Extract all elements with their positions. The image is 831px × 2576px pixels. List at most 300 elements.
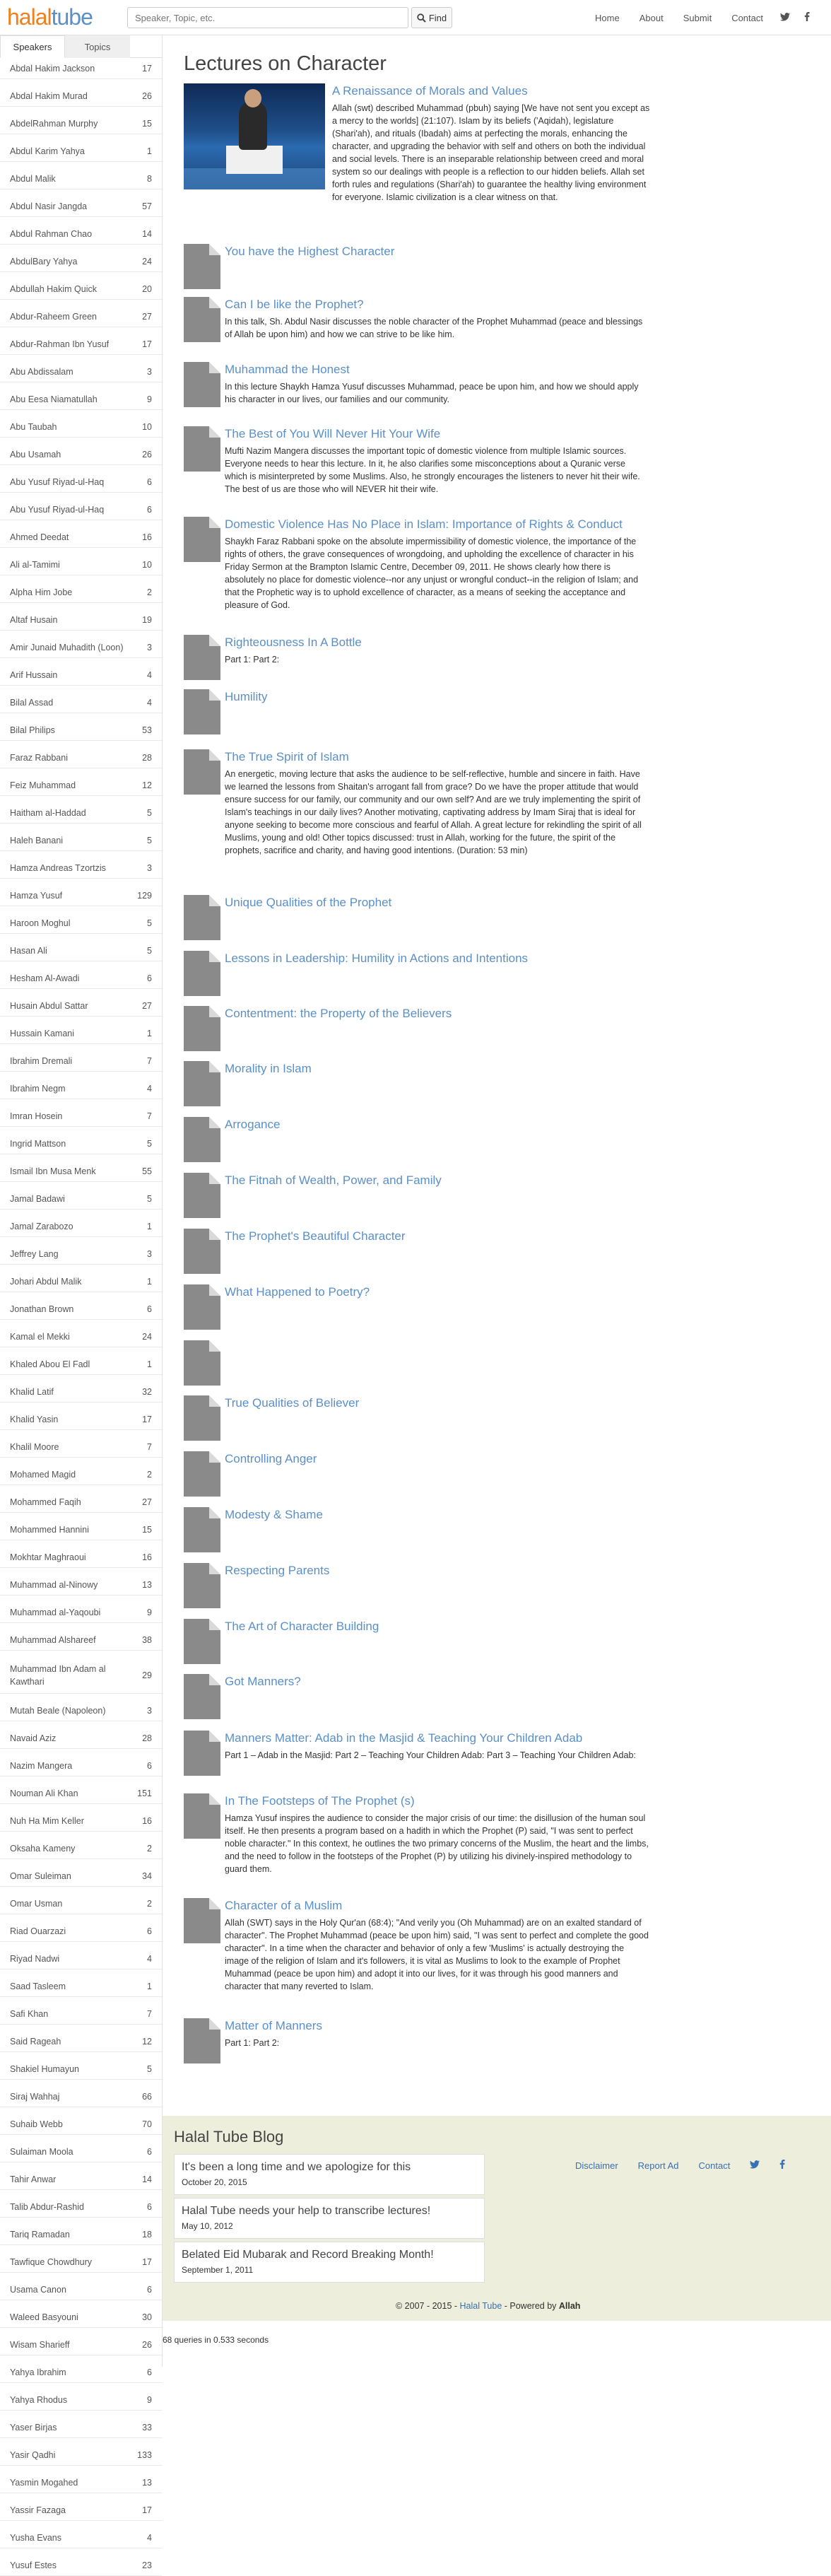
speaker-name: Omar Usman	[10, 1898, 63, 1909]
speaker-name: Khalid Latif	[10, 1386, 54, 1397]
lecture-item	[184, 297, 650, 346]
sidebar-speaker-item[interactable]	[0, 2500, 162, 2521]
speaker-count: 24	[142, 1331, 152, 1342]
speaker-count: 17	[142, 63, 152, 74]
speaker-count: 15	[142, 1524, 152, 1535]
sidebar-speaker-item[interactable]	[0, 1629, 162, 1651]
lecture-title-link[interactable]: The True Spirit of Islam	[225, 750, 349, 763]
sidebar-speaker-item[interactable]	[0, 1161, 162, 1182]
copyright-site-link[interactable]: Halal Tube	[459, 2301, 502, 2311]
speaker-count: 66	[142, 2091, 152, 2102]
nav-submit[interactable]: Submit	[683, 12, 712, 23]
sidebar-speaker-item[interactable]	[0, 1976, 162, 1997]
lecture-title-link[interactable]: The Fitnah of Wealth, Power, and Family	[225, 1173, 442, 1187]
document-icon[interactable]	[184, 1451, 220, 1497]
sidebar-speaker-item[interactable]	[0, 2059, 162, 2080]
sidebar-speaker-item[interactable]	[0, 775, 162, 796]
speaker-name: Mohammed Faqih	[10, 1497, 81, 1507]
sidebar-speaker-item[interactable]	[0, 665, 162, 686]
sidebar-speaker-item[interactable]	[0, 968, 162, 989]
document-icon[interactable]	[184, 749, 220, 795]
speaker-count: 6	[147, 2146, 152, 2157]
lecture-title-link[interactable]: Humility	[225, 690, 268, 703]
lecture-description: In this talk, Sh. Abdul Nasir discusses the noble character of the Prophet Muhammad (peace and blessings of Allah be upon him) and how we can strive to be like him.	[225, 317, 643, 339]
blog-footer	[163, 2116, 831, 2321]
sidebar-speaker-item[interactable]	[0, 2141, 162, 2162]
speaker-name: Oksaha Kameny	[10, 1843, 76, 1854]
speaker-name: Johari Abdul Malik	[10, 1276, 82, 1287]
sidebar-speaker-item[interactable]	[0, 2527, 162, 2548]
document-icon[interactable]	[184, 1006, 220, 1051]
sidebar-speaker-item[interactable]	[0, 857, 162, 879]
footer-disclaimer-link[interactable]: Disclaimer	[575, 2160, 618, 2171]
sidebar-speaker-item[interactable]	[0, 2307, 162, 2328]
speaker-name: Abdur-Rahman Ibn Yusuf	[10, 339, 110, 349]
sidebar-speaker-item[interactable]	[0, 2389, 162, 2411]
lecture-title-link[interactable]: Controlling Anger	[225, 1452, 317, 1465]
document-icon[interactable]	[184, 297, 220, 342]
speaker-name: Mohamed Magid	[10, 1469, 76, 1480]
speaker-name: Mokhtar Maghraoui	[10, 1552, 86, 1562]
lecture-title-link[interactable]: The Prophet's Beautiful Character	[225, 1229, 406, 1243]
sidebar-speaker-item[interactable]	[0, 1188, 162, 1210]
sidebar-speaker-item[interactable]	[0, 1657, 162, 1694]
speaker-count: 1	[147, 1028, 152, 1038]
lecture-item	[184, 1451, 650, 1501]
sidebar-speaker-item[interactable]	[0, 499, 162, 520]
lecture-item	[184, 426, 650, 494]
lecture-title-link[interactable]: What Happened to Poetry?	[225, 1285, 370, 1299]
lecture-item	[184, 1061, 650, 1111]
speaker-count: 10	[142, 421, 152, 432]
document-icon[interactable]	[184, 244, 220, 289]
sidebar-speaker-item[interactable]	[0, 1271, 162, 1292]
sidebar-speaker-item[interactable]	[0, 2417, 162, 2438]
speaker-count: 12	[142, 780, 152, 790]
document-icon[interactable]	[184, 1898, 220, 1943]
sidebar-speaker-item[interactable]	[0, 196, 162, 217]
sidebar-speaker-item[interactable]	[0, 1354, 162, 1375]
speaker-name: Hesham Al-Awadi	[10, 973, 80, 983]
sidebar-speaker-item[interactable]	[0, 444, 162, 465]
sidebar-speaker-item[interactable]	[0, 1602, 162, 1623]
speaker-name: Muhammad al-Yaqoubi	[10, 1607, 101, 1617]
speaker-count: 5	[147, 918, 152, 928]
nav-contact[interactable]: Contact	[731, 12, 763, 23]
search-input[interactable]	[128, 8, 408, 28]
sidebar-speaker-item[interactable]	[0, 940, 162, 961]
lecture-item	[184, 635, 650, 684]
document-icon[interactable]	[184, 1507, 220, 1552]
sidebar-speaker-item[interactable]	[0, 1050, 162, 1072]
document-icon[interactable]	[184, 895, 220, 940]
speaker-count: 6	[147, 1760, 152, 1771]
speaker-count: 2	[147, 587, 152, 597]
lecture-title-link[interactable]: Righteousness In A Bottle	[225, 636, 362, 649]
lecture-title-link[interactable]: Muhammad the Honest	[225, 363, 350, 376]
lecture-title-link[interactable]: Contentment: the Property of the Believers	[225, 1007, 452, 1020]
sidebar-speaker-item[interactable]	[0, 1948, 162, 1969]
sidebar-speaker-item[interactable]	[0, 1216, 162, 1237]
sidebar-speaker-item[interactable]	[0, 582, 162, 603]
speaker-name: Jeffrey Lang	[10, 1248, 59, 1259]
sidebar-speaker-item[interactable]	[0, 113, 162, 134]
speaker-count: 18	[142, 2229, 152, 2240]
lecture-item	[184, 749, 650, 855]
sidebar-speaker-item[interactable]	[0, 334, 162, 355]
document-icon[interactable]	[184, 1340, 220, 1386]
sidebar-speaker-item[interactable]	[0, 2196, 162, 2218]
sidebar-speaker-item[interactable]	[0, 1106, 162, 1127]
speaker-name: Muhammad Ibn Adam al Kawthari	[10, 1663, 106, 1687]
lecture-item	[184, 517, 650, 610]
speaker-count: 6	[147, 2367, 152, 2377]
lecture-item	[184, 1507, 650, 1557]
sidebar-speaker-item[interactable]	[0, 2252, 162, 2273]
sidebar-speaker-item[interactable]	[0, 2555, 162, 2576]
lecture-description: Part 1: Part 2:	[225, 655, 280, 665]
lecture-item	[184, 83, 650, 202]
sidebar-speaker-item[interactable]	[0, 1728, 162, 1749]
sidebar-speaker-item[interactable]	[0, 1866, 162, 1887]
lecture-item	[184, 1793, 650, 1874]
speaker-count: 2	[147, 1898, 152, 1909]
speaker-name: Hamza Yusuf	[10, 890, 63, 901]
document-icon[interactable]	[184, 1395, 220, 1441]
sidebar-speaker-item[interactable]	[0, 416, 162, 438]
lecture-thumbnail[interactable]	[184, 83, 325, 189]
document-icon[interactable]	[184, 426, 220, 472]
lecture-title-link[interactable]: True Qualities of Believer	[225, 1396, 360, 1410]
speaker-name: Tahir Anwar	[10, 2174, 57, 2184]
blog-post[interactable]	[174, 2242, 485, 2283]
lecture-title-link[interactable]: Lessons in Leadership: Humility in Actions and Intentions	[225, 952, 529, 965]
speaker-count: 20	[142, 283, 152, 294]
speaker-name: Abdul Rahman Chao	[10, 228, 93, 239]
speaker-count: 3	[147, 1248, 152, 1259]
sidebar-speaker-item[interactable]	[0, 802, 162, 824]
sidebar-speaker-item[interactable]	[0, 306, 162, 327]
speaker-count: 15	[142, 118, 152, 129]
sidebar-speaker-item[interactable]	[0, 1326, 162, 1347]
speaker-count: 129	[137, 890, 152, 901]
document-icon[interactable]	[184, 1674, 220, 1719]
sidebar-speaker-item[interactable]	[0, 1464, 162, 1485]
lecture-title-link[interactable]: Character of a Muslim	[225, 1899, 343, 1912]
sidebar-speaker-item[interactable]	[0, 251, 162, 272]
speaker-name: Ibrahim Negm	[10, 1083, 66, 1094]
speaker-count: 1	[147, 1359, 152, 1369]
document-icon[interactable]	[184, 1731, 220, 1776]
document-icon[interactable]	[184, 1563, 220, 1608]
document-icon[interactable]	[184, 951, 220, 996]
speaker-name: Siraj Wahhaj	[10, 2091, 60, 2102]
blog-post-title[interactable]: Halal Tube needs your help to transcribe lectures!	[182, 2205, 431, 2217]
speaker-count: 7	[147, 1111, 152, 1121]
sidebar-speaker-item[interactable]	[0, 913, 162, 934]
speaker-name: Nazim Mangera	[10, 1760, 73, 1771]
sidebar-speaker-item[interactable]	[0, 1893, 162, 1914]
lecture-item	[184, 1173, 650, 1222]
sidebar-speaker-item[interactable]	[0, 1492, 162, 1513]
lecture-title-link[interactable]: Arrogance	[225, 1118, 281, 1131]
sidebar-speaker-item[interactable]	[0, 885, 162, 906]
speaker-name: Jamal Zarabozo	[10, 1221, 73, 1231]
tab-speakers[interactable]: Speakers	[0, 35, 65, 58]
speaker-name: Nouman Ali Khan	[10, 1788, 78, 1798]
speaker-count: 3	[147, 642, 152, 652]
lecture-description: Hamza Yusuf inspires the audience to consider the major crisis of our time: the disillusion of the human soul itself. He then presents a program based on a hadith in which the Prophet (P) said, "I was sent to perfect noble character." In this context, he outlines the two primary concerns of the Muslim, the heart and the limbs, and the need to follow in the footsteps of the Prophet (P) by utilizing his divinely-inspired methodology to guard them.	[225, 1813, 649, 1874]
lecture-title-link[interactable]: Respecting Parents	[225, 1564, 330, 1577]
sidebar-speaker-item[interactable]	[0, 747, 162, 768]
speaker-name: Imran Hosein	[10, 1111, 63, 1121]
sidebar-speaker-item[interactable]	[0, 1436, 162, 1458]
sidebar-speaker-item[interactable]	[0, 389, 162, 410]
speaker-count: 7	[147, 2008, 152, 2019]
document-icon[interactable]	[184, 635, 220, 680]
lecture-title-link[interactable]: Unique Qualities of the Prophet	[225, 896, 392, 909]
speaker-count: 4	[147, 669, 152, 680]
sidebar-speaker-item[interactable]	[0, 2169, 162, 2190]
lecture-title-link[interactable]: The Best of You Will Never Hit Your Wife	[225, 427, 441, 440]
tab-topics[interactable]: Topics	[65, 35, 130, 58]
footer-contact-link[interactable]: Contact	[698, 2160, 731, 2171]
speaker-count: 17	[142, 1414, 152, 1424]
find-label: Find	[428, 12, 447, 23]
blog-post[interactable]	[174, 2198, 485, 2239]
sidebar-speaker-item[interactable]	[0, 1299, 162, 1320]
speaker-name: Jamal Badawi	[10, 1193, 65, 1204]
sidebar-speaker-item[interactable]	[0, 1755, 162, 1776]
sidebar-speaker-item[interactable]	[0, 720, 162, 741]
lecture-title-link[interactable]: Got Manners?	[225, 1675, 301, 1688]
find-button[interactable]	[411, 7, 452, 28]
lecture-description: Part 1: Part 2:	[225, 2038, 280, 2048]
sidebar-speaker-item[interactable]	[0, 223, 162, 245]
blog-post-title[interactable]: It's been a long time and we apologize for this	[182, 2161, 411, 2173]
document-icon[interactable]	[184, 1117, 220, 1162]
sidebar-speaker-item[interactable]	[0, 2031, 162, 2052]
speaker-count: 55	[142, 1166, 152, 1176]
speaker-count: 1	[147, 146, 152, 156]
lecture-title-link[interactable]: A Renaissance of Morals and Values	[332, 84, 528, 98]
speaker-count: 27	[142, 311, 152, 322]
sidebar-speaker-item[interactable]	[0, 1519, 162, 1540]
speaker-count: 4	[147, 697, 152, 708]
sidebar-speaker-item[interactable]	[0, 2334, 162, 2355]
speaker-name: Shakiel Humayun	[10, 2063, 79, 2074]
sidebar-speaker-item[interactable]	[0, 361, 162, 382]
sidebar-speaker-item[interactable]	[0, 1547, 162, 1568]
speaker-count: 9	[147, 1607, 152, 1617]
twitter-icon[interactable]	[773, 13, 797, 23]
lecture-title-link[interactable]: Modesty & Shame	[225, 1508, 323, 1521]
speaker-count: 7	[147, 1441, 152, 1452]
speaker-count: 6	[147, 1304, 152, 1314]
speaker-name: Hamza Andreas Tzortzis	[10, 862, 106, 873]
document-icon[interactable]	[184, 2018, 220, 2063]
document-icon[interactable]	[184, 517, 220, 562]
sidebar-speaker-item[interactable]	[0, 1381, 162, 1403]
lecture-item	[184, 1006, 650, 1055]
blog-post[interactable]	[174, 2154, 485, 2195]
speaker-count: 17	[142, 2505, 152, 2515]
nav-about[interactable]: About	[639, 12, 664, 23]
speaker-name: Khaled Abou El Fadl	[10, 1359, 90, 1369]
blog-post-title[interactable]: Belated Eid Mubarak and Record Breaking Month!	[182, 2249, 434, 2261]
sidebar-speaker-item[interactable]	[0, 1023, 162, 1044]
speaker-name: Haroon Moghul	[10, 918, 71, 928]
sidebar-speaker-item[interactable]	[0, 995, 162, 1017]
sidebar-speaker-item[interactable]	[0, 86, 162, 107]
speaker-count: 2	[147, 1843, 152, 1854]
speaker-count: 12	[142, 2036, 152, 2047]
speaker-name: Mutah Beale (Napoleon)	[10, 1705, 106, 1716]
speaker-count: 1	[147, 1276, 152, 1287]
speaker-count: 7	[147, 1055, 152, 1066]
sidebar-speaker-item[interactable]	[0, 1838, 162, 1859]
sidebar-speaker-item[interactable]	[0, 1700, 162, 1721]
sidebar-speaker-item[interactable]	[0, 637, 162, 658]
speaker-count: 28	[142, 1733, 152, 1743]
twitter-icon[interactable]	[740, 2160, 770, 2171]
speaker-name: Sulaiman Moola	[10, 2146, 73, 2157]
document-icon[interactable]	[184, 689, 220, 734]
sidebar-speaker-item[interactable]	[0, 554, 162, 575]
footer-links	[565, 2160, 795, 2171]
site-logo[interactable]: halaltube	[7, 4, 93, 30]
speaker-name: Wisam Sharieff	[10, 2339, 70, 2350]
sidebar-speaker-item[interactable]	[0, 830, 162, 851]
lecture-item	[184, 1563, 650, 1612]
blog-title: Halal Tube Blog	[174, 2128, 284, 2145]
lecture-title-link[interactable]: The Art of Character Building	[225, 1620, 379, 1633]
sidebar-speaker-item[interactable]	[0, 2003, 162, 2025]
speaker-name: Bilal Assad	[10, 697, 54, 708]
sidebar-speaker-item[interactable]	[0, 1921, 162, 1942]
facebook-icon[interactable]	[770, 2160, 795, 2171]
blog-post-date: May 10, 2012	[182, 2221, 233, 2231]
sidebar-speaker-item[interactable]	[0, 609, 162, 631]
lecture-title-link[interactable]: You have the Highest Character	[225, 245, 395, 258]
sidebar-speaker-item[interactable]	[0, 1409, 162, 1430]
speaker-count: 4	[147, 1953, 152, 1964]
document-icon[interactable]	[184, 1061, 220, 1106]
speaker-name: Hussain Kamani	[10, 1028, 75, 1038]
document-icon[interactable]	[184, 1284, 220, 1330]
lecture-item	[184, 1731, 650, 1780]
lecture-description: Allah (swt) described Muhammad (pbuh) saying [We have not sent you except as a mercy to the worlds] (21:107). Islam by its beliefs ('Aqidah), legislature (Shari'ah), and rituals (Ibadah) aims at perfecting the morals, enhancing the character, and upgrading the behavior with self and others on both the individual and social levels. There is an inseparable relationship between creed and moral system so our dealings with people is a reflection to our hidden beliefs. Allah set forth rules and regulations (Shari'ah) to guarantee the healthy living environment for everyone. Islamic civilization is a clear witness on that.	[332, 103, 650, 202]
speaker-name: Muhammad al-Ninowy	[10, 1579, 98, 1590]
speaker-count: 16	[142, 1552, 152, 1562]
speaker-count: 24	[142, 256, 152, 267]
speaker-count: 6	[147, 973, 152, 983]
lecture-item	[184, 1284, 650, 1334]
lecture-item	[184, 2018, 650, 2068]
sidebar-speaker-item[interactable]	[0, 168, 162, 189]
sidebar-speaker-item[interactable]	[0, 692, 162, 713]
sidebar-speaker-item[interactable]	[0, 2445, 162, 2466]
lecture-title-link[interactable]: In The Footsteps of The Prophet (s)	[225, 1794, 415, 1808]
top-navbar	[0, 0, 831, 35]
speaker-name: Abu Abdissalam	[10, 366, 73, 377]
speaker-count: 3	[147, 366, 152, 377]
speaker-count: 5	[147, 835, 152, 845]
sidebar-speaker-item[interactable]	[0, 1574, 162, 1596]
document-icon[interactable]	[184, 1793, 220, 1839]
document-icon[interactable]	[184, 1229, 220, 1274]
speaker-name: Ismail Ibn Musa Menk	[10, 1166, 96, 1176]
speaker-name: Yassir Fazaga	[10, 2505, 66, 2515]
footer-report-ad-link[interactable]: Report Ad	[637, 2160, 679, 2171]
speaker-count: 32	[142, 1386, 152, 1397]
main-nav	[585, 0, 817, 35]
sidebar-speaker-item[interactable]	[0, 1133, 162, 1154]
speaker-count: 26	[142, 449, 152, 459]
speaker-count: 19	[142, 614, 152, 625]
speaker-count: 4	[147, 1083, 152, 1094]
document-icon[interactable]	[184, 1619, 220, 1664]
sidebar-speaker-item[interactable]	[0, 141, 162, 162]
sidebar-speaker-item[interactable]	[0, 1783, 162, 1804]
speaker-name: Nuh Ha Mim Keller	[10, 1815, 84, 1826]
speaker-name: AbdelRahman Murphy	[10, 118, 98, 129]
document-icon[interactable]	[184, 1173, 220, 1218]
lecture-title-link[interactable]: Matter of Manners	[225, 2019, 322, 2032]
sidebar-speaker-item[interactable]	[0, 1243, 162, 1265]
speaker-count: 53	[142, 725, 152, 735]
speaker-name: Abdal Hakim Murad	[10, 90, 88, 101]
sidebar-speaker-item[interactable]	[0, 1810, 162, 1832]
sidebar-speaker-item[interactable]	[0, 2472, 162, 2493]
speaker-name: Abdal Hakim Jackson	[10, 63, 95, 74]
sidebar-speaker-item[interactable]	[0, 527, 162, 548]
speaker-name: Ali al-Tamimi	[10, 559, 60, 570]
lecture-description: In this lecture Shaykh Hamza Yusuf discusses Muhammad, peace be upon him, and how we should apply his character in our lives, our families and our community.	[225, 382, 639, 404]
sidebar-speaker-item[interactable]	[0, 472, 162, 493]
speaker-name: Navaid Aziz	[10, 1733, 57, 1743]
copyright: © 2007 - 2015 - Halal Tube - Powered by Allah	[396, 2301, 581, 2311]
sidebar-speaker-item[interactable]	[0, 279, 162, 300]
speaker-count: 14	[142, 228, 152, 239]
speaker-name: Mohammed Hannini	[10, 1524, 89, 1535]
lecture-description: An energetic, moving lecture that asks the audience to be self-reflective, humble and sincere in faith. Have we learned the lessons from Shaitan's arrogant fall from grace? Do we have the proper attitude that would ensure success for our family, our community and our own self? And are we truly implementing the spirit of Islam's teachings in our daily lives? Another motivating, captivating address by Imam Siraj that is ideal for anyone seeking to become more conscious and fearful of Allah. A great lecture for rekindling the spirit of all Muslims, young and old! Other topics discussed: trust in Allah, working for the future, the spirit of the prophets, sacrifice and charity, and having good intentions. (Duration: 53 min)	[225, 769, 642, 855]
lecture-title-link[interactable]: Domestic Violence Has No Place in Islam: Importance of Rights & Conduct	[225, 517, 623, 531]
query-stats: 68 queries in 0.533 seconds	[163, 2335, 269, 2345]
document-icon[interactable]	[184, 362, 220, 407]
sidebar-speaker-item[interactable]	[0, 2224, 162, 2245]
speaker-name: Abu Usamah	[10, 449, 61, 459]
sidebar-speaker-item[interactable]	[0, 2362, 162, 2383]
sidebar-speaker-item[interactable]	[0, 2279, 162, 2300]
sidebar-speaker-item[interactable]	[0, 58, 162, 79]
speaker-name: Yasir Qadhi	[10, 2449, 56, 2460]
speaker-name: Abu Yusuf Riyad-ul-Haq	[10, 476, 105, 487]
sidebar-speaker-item[interactable]	[0, 2114, 162, 2135]
lecture-title-link[interactable]: Manners Matter: Adab in the Masjid & Teaching Your Children Adab	[225, 1731, 583, 1745]
sidebar-speaker-item[interactable]	[0, 1078, 162, 1099]
lecture-title-link[interactable]: Can I be like the Prophet?	[225, 298, 364, 311]
facebook-icon[interactable]	[797, 12, 817, 23]
nav-home[interactable]: Home	[595, 12, 620, 23]
sidebar-speaker-item[interactable]	[0, 2086, 162, 2107]
speaker-name: Faraz Rabbani	[10, 752, 68, 763]
speaker-count: 6	[147, 476, 152, 487]
speaker-count: 57	[142, 201, 152, 211]
speaker-count: 30	[142, 2312, 152, 2322]
lecture-title-link[interactable]: Morality in Islam	[225, 1062, 312, 1075]
speaker-count: 13	[142, 1579, 152, 1590]
